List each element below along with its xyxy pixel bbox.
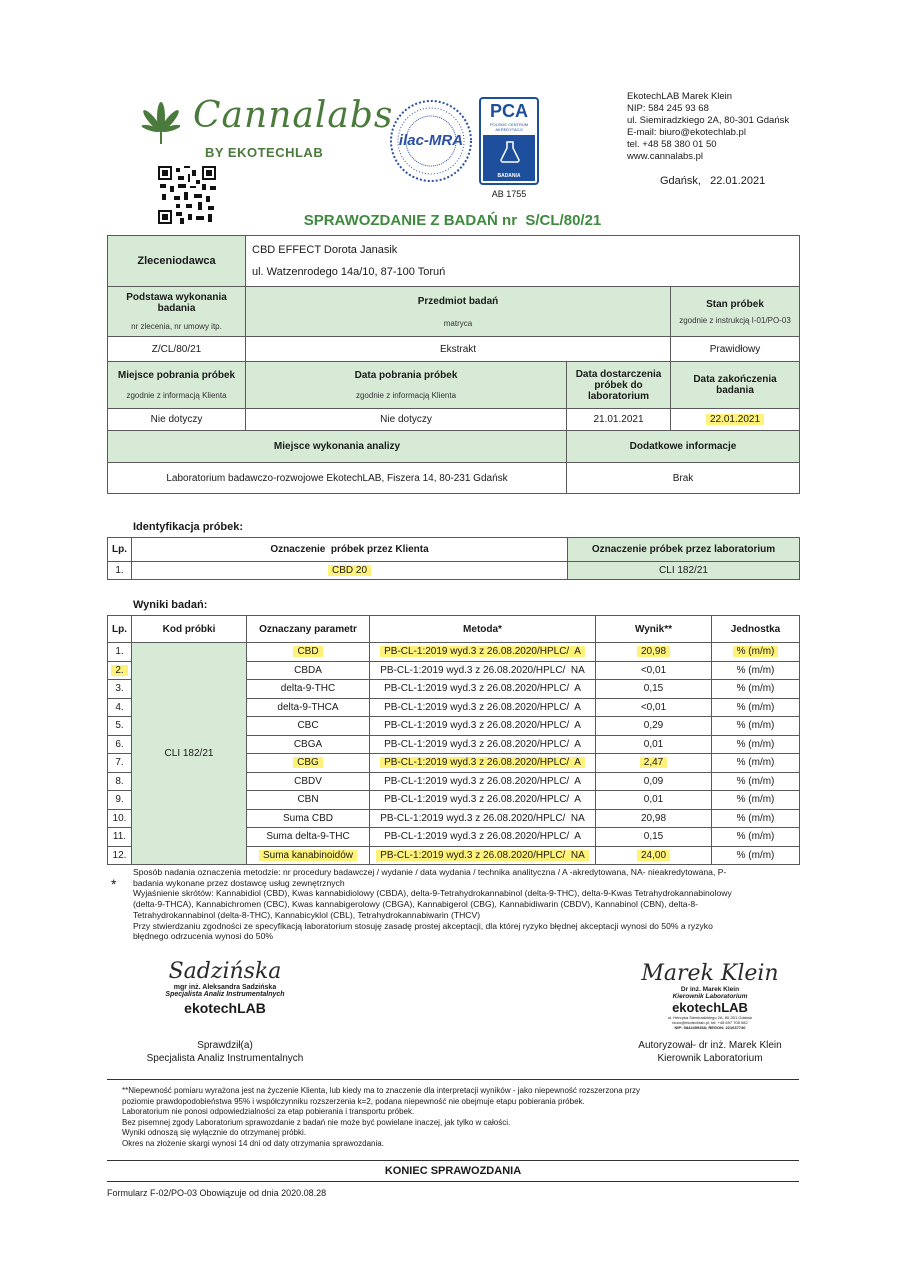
row-method: PB-CL-1:2019 wyd.3 z 26.08.2020/HPLC/ A [370, 735, 596, 754]
right-stamp-line: ul. Henryka Siemiradzkiego 2A, 80-301 Gdańsk [667, 1015, 753, 1020]
left-caption-line1: Sprawdził(a) [197, 1040, 253, 1051]
row-method: PB-CL-1:2019 wyd.3 z 26.08.2020/HPLC/ A [370, 828, 596, 847]
left-stamp-logo: ekotechLAB [184, 1000, 266, 1016]
analysis-place-value: Laboratorium badawczo-rozwojowe EkotechLAB, Fiszera 14, 80-231 Gdańsk [108, 463, 567, 494]
row-method: PB-CL-1:2019 wyd.3 z 26.08.2020/HPLC/ A [380, 757, 585, 768]
row-method: PB-CL-1:2019 wyd.3 z 26.08.2020/HPLC/ A [370, 680, 596, 699]
row-lp: 10. [108, 809, 132, 828]
right-stamp-line: biuro@ekotechlab.pl, tel: +48 697 708 582 [672, 1020, 748, 1025]
end-title: KONIEC SPRAWOZDANIA [384, 1165, 522, 1177]
right-stamp-role: Kierownik Laboratorium [672, 993, 748, 1000]
id-col-lab: Oznaczenie próbek przez laboratorium [568, 538, 800, 562]
row-unit: % (m/m) [712, 772, 800, 791]
extra-info-label: Dodatkowe informacje [567, 431, 800, 463]
row-unit: % (m/m) [712, 791, 800, 810]
company-line: E-mail: biuro@ekotechlab.pl [627, 127, 746, 138]
id-col-lp: Lp. [108, 538, 132, 562]
row-method: PB-CL-1:2019 wyd.3 z 26.08.2020/HPLC/ NA [370, 661, 596, 680]
row-unit: % (m/m) [733, 646, 779, 657]
place-date: Gdańsk, 22.01.2021 [660, 175, 766, 187]
id-row-lp: 1. [108, 562, 132, 580]
basis-label: Podstawa wykonania badania [126, 292, 227, 314]
left-caption-line2: Specjalista Analiz Instrumentalnych [146, 1053, 304, 1064]
row-param: CBDA [247, 661, 370, 680]
state-label-cell [671, 287, 800, 337]
footer-note-line: poziomie prawdopodobieństwa 95% i współczynniku rozszerzenia k=2, podana niepewność nie obejmuje etapu pobierania próbek. [122, 1096, 585, 1106]
left-caption [120, 1039, 330, 1065]
report-title: SPRAWOZDANIE Z BADAŃ nr S/CL/80/21 [303, 212, 602, 229]
company-line: www.cannalabs.pl [627, 151, 704, 162]
row-unit: % (m/m) [712, 754, 800, 773]
note-line: Przy stwierdzaniu zgodności ze specyfikacją laboratorium stosuję zasadę prostej akceptacji, dla której ryzyko błędnej akceptacji wynosi do 50% a ryzyko [133, 920, 713, 931]
pca-logo [479, 97, 539, 185]
row-result: 0,01 [596, 791, 712, 810]
id-col-client: Oznaczenie próbek przez Klienta [132, 538, 568, 562]
footer-divider-bottom [107, 1181, 799, 1182]
sampling-place-label-cell [108, 362, 246, 409]
sampling-date-value: Nie dotyczy [246, 409, 567, 431]
notes-block [133, 867, 798, 942]
row-result: 24,00 [637, 850, 670, 861]
analysis-place-label: Miejsce wykonania analizy [108, 431, 567, 463]
right-stamp-name: Dr inż. Marek Klein [680, 986, 740, 993]
pca-subtitle-1: POLSKIE CENTRUM [489, 122, 529, 127]
footer-divider-mid [107, 1160, 799, 1161]
results-title: Wyniki badań: [133, 599, 208, 611]
row-param: delta-9-THC [247, 680, 370, 699]
client-address: ul. Watzenrodego 14a/10, 87-100 Toruń [252, 266, 446, 278]
row-result: <0,01 [596, 661, 712, 680]
row-lp: 1. [108, 643, 132, 662]
row-method: PB-CL-1:2019 wyd.3 z 26.08.2020/HPLC/ A [370, 772, 596, 791]
ilac-mra-logo [388, 98, 474, 184]
right-stamp-logo: ekotechLAB [672, 1000, 748, 1015]
row-unit: % (m/m) [712, 717, 800, 736]
ilac-mra-text: ilac-MRA [398, 132, 464, 149]
cannabis-leaf-icon [135, 101, 187, 153]
row-result: <0,01 [596, 698, 712, 717]
sampling-date-label-cell [246, 362, 567, 409]
ab-number: AB 1755 [491, 189, 527, 199]
identification-table [107, 537, 800, 580]
row-result: 0,01 [596, 735, 712, 754]
right-caption [610, 1039, 810, 1065]
note-line: (delta-9-THCA), Kannabichromen (CBC), Kwas kannabigerolowy (CBGA), Kannabigerol (CBG), Kannabidiwarin (CBDV), Kannabinol (CBN), delta-8- [133, 899, 699, 910]
row-method: PB-CL-1:2019 wyd.3 z 26.08.2020/HPLC/ NA [370, 809, 596, 828]
pca-title: PCA [489, 101, 528, 121]
row-unit: % (m/m) [712, 828, 800, 847]
left-stamp-name: mgr inż. Aleksandra Sadzińska [173, 984, 277, 991]
row-param: CBG [293, 757, 323, 768]
basis-value: Z/CL/80/21 [108, 337, 246, 362]
results-header-code: Kod próbki [132, 616, 247, 643]
row-lp: 9. [108, 791, 132, 810]
left-signature: Sadzińska [168, 959, 282, 984]
logo-subtitle: BY EKOTECHLAB [205, 145, 324, 160]
company-line: tel. +48 58 380 01 50 [627, 139, 717, 150]
company-line: EkotechLAB Marek Klein [627, 91, 733, 102]
sampling-place-sub: zgodnie z informacją Klienta [126, 391, 227, 400]
row-result: 0,15 [596, 828, 712, 847]
row-lp: 12. [108, 846, 132, 865]
right-signature: Marek Klein [641, 961, 779, 986]
end-date-cell [671, 409, 800, 431]
row-lp: 7. [108, 754, 132, 773]
right-caption-line1: Autoryzował- dr inż. Marek Klein [638, 1040, 782, 1051]
end-date-value: 22.01.2021 [706, 414, 764, 425]
basis-sub: nr zlecenia, nr umowy itp. [131, 322, 222, 331]
row-param: CBD [293, 646, 322, 657]
left-stamp-role: Specjalista Analiz Instrumentalnych [165, 991, 285, 998]
subject-value: Ekstrakt [246, 337, 671, 362]
basis-label-cell [108, 287, 246, 337]
client-label: Zleceniodawca [108, 236, 246, 287]
form-number: Formularz F-02/PO-03 Obowiązuje od dnia 2020.08.28 [107, 1188, 327, 1198]
sampling-date-label: Data pobrania próbek [354, 370, 458, 381]
results-header-result: Wynik** [596, 616, 712, 643]
company-info [627, 91, 789, 163]
row-method: PB-CL-1:2019 wyd.3 z 26.08.2020/HPLC/ A [370, 717, 596, 736]
row-unit: % (m/m) [712, 735, 800, 754]
row-lp: 4. [108, 698, 132, 717]
row-param: Suma delta-9-THC [247, 828, 370, 847]
end-date-label: Data zakończenia badania [671, 362, 800, 409]
row-method: PB-CL-1:2019 wyd.3 z 26.08.2020/HPLC/ A [370, 698, 596, 717]
info-table [107, 235, 800, 494]
row-result: 0,09 [596, 772, 712, 791]
row-lp: 8. [108, 772, 132, 791]
row-result: 0,15 [596, 680, 712, 699]
row-unit: % (m/m) [712, 680, 800, 699]
client-name: CBD EFFECT Dorota Janasik [252, 244, 398, 256]
footer-note-line: **Niepewność pomiaru wyrażona jest na życzenie Klienta, lub kiedy ma to znaczenie dla interpretacji wyników - jako niepewność rozszerzona przy [122, 1086, 641, 1095]
company-line: NIP: 584 245 93 68 [627, 103, 709, 114]
pca-subtitle-2: AKREDYTACJI [495, 127, 523, 132]
delivery-date-label: Data dostarczenia próbek do laboratorium [567, 362, 671, 409]
subject-label: Przedmiot badań [417, 295, 499, 307]
sampling-date-sub: zgodnie z informacją Klienta [355, 391, 457, 400]
row-method: PB-CL-1:2019 wyd.3 z 26.08.2020/HPLC/ A [370, 791, 596, 810]
row-method: PB-CL-1:2019 wyd.3 z 26.08.2020/HPLC/ A [380, 646, 585, 657]
subject-label-cell [246, 287, 671, 337]
row-param: Suma kanabinoidów [259, 850, 357, 861]
row-lp: 2. [111, 665, 127, 676]
state-value: Prawidłowy [671, 337, 800, 362]
logo-script-text: Cannalabs [193, 95, 394, 136]
row-param: CBN [247, 791, 370, 810]
id-row-lab: CLI 182/21 [568, 562, 800, 580]
results-table [107, 615, 800, 865]
footer-note-line: Wyniki odnoszą się wyłącznie do otrzymanej próbki. [122, 1128, 307, 1137]
note-line: Wyjaśnienie skrótów: Kannabidiol (CBD), Kwas kannabidiolowy (CBDA), delta-9-Tetrahydrokannabinol (delta-9-THC), delta-9-Kwas Tetrahydrokannabinolowy [133, 888, 732, 899]
sampling-place-value: Nie dotyczy [108, 409, 246, 431]
row-lp: 6. [108, 735, 132, 754]
row-unit: % (m/m) [712, 661, 800, 680]
footer-note-line: Laboratorium nie ponosi odpowiedzialności za etap pobierania i transportu próbek. [122, 1107, 415, 1116]
note-line: Tetrahydrokannabinol (delta-8-THC), Kannabicyklol (CBL), Tetrahydrokannabiwarin (THCV) [133, 909, 481, 920]
row-lp: 3. [108, 680, 132, 699]
row-result: 20,98 [596, 809, 712, 828]
subject-sub: matryca [443, 318, 473, 328]
delivery-date-value: 21.01.2021 [567, 409, 671, 431]
results-header-param: Oznaczany parametr [247, 616, 370, 643]
row-result: 2,47 [640, 757, 667, 768]
sample-code: CLI 182/21 [132, 643, 247, 865]
row-param: CBC [247, 717, 370, 736]
footer-note-line: Bez pisemnej zgody Laboratorium sprawozdanie z badań nie może być powielane inaczej, jak tylko w całości. [122, 1117, 511, 1127]
sampling-place-label: Miejsce pobrania próbek [117, 370, 236, 381]
note-line: badania wykonane przez dostawcę usług zewnętrznych [133, 877, 345, 888]
client-cell [246, 236, 800, 287]
id-row-client-cell [132, 562, 568, 580]
row-result: 0,29 [596, 717, 712, 736]
state-label: Stan próbek [706, 298, 764, 310]
flask-icon [500, 141, 520, 163]
pca-badania-label: BADANIA [497, 173, 521, 179]
footer-notes [122, 1086, 792, 1149]
results-header-method: Metoda* [370, 616, 596, 643]
pca-flask-block [483, 135, 535, 181]
row-method: PB-CL-1:2019 wyd.3 z 26.08.2020/HPLC/ NA [376, 850, 589, 861]
footer-divider-top [107, 1079, 799, 1080]
state-sub: zgodnie z instrukcją I-01/PO-03 [679, 315, 791, 325]
row-unit: % (m/m) [712, 809, 800, 828]
right-stamp-line: NIP: 5842459368; REGON: 221637740 [674, 1025, 746, 1030]
row-param: delta-9-THCA [247, 698, 370, 717]
note-line: Sposób nadania oznaczenia metodzie: nr procedury badawczej / wydanie / data wydania / technika analityczna / A -akredytowana, NA- nieakredytowana, P- [133, 867, 727, 877]
note-line: błędnego odrzucenia wynosi do 50% [133, 931, 273, 942]
left-stamp [150, 960, 300, 1025]
notes-star: * [111, 876, 117, 892]
row-lp: 5. [108, 717, 132, 736]
footer-note-line: Okres na złożenie skargi wynosi 14 dni od daty otrzymania sprawozdania. [122, 1138, 384, 1148]
row-param: CBGA [247, 735, 370, 754]
id-row-client: CBD 20 [328, 565, 371, 576]
table-row [108, 643, 800, 662]
right-stamp [640, 962, 780, 1034]
row-result: 20,98 [637, 646, 670, 657]
row-param: CBDV [247, 772, 370, 791]
row-param: Suma CBD [247, 809, 370, 828]
row-unit: % (m/m) [712, 698, 800, 717]
results-header-lp: Lp. [108, 616, 132, 643]
right-caption-line2: Kierownik Laboratorium [657, 1053, 763, 1064]
identification-title: Identyfikacja próbek: [133, 521, 244, 533]
results-header-unit: Jednostka [712, 616, 800, 643]
row-unit: % (m/m) [712, 846, 800, 865]
row-lp: 11. [108, 828, 132, 847]
extra-info-value: Brak [567, 463, 800, 494]
cannalabs-logo [135, 95, 394, 165]
company-line: ul. Siemiradzkiego 2A, 80-301 Gdańsk [627, 115, 790, 126]
